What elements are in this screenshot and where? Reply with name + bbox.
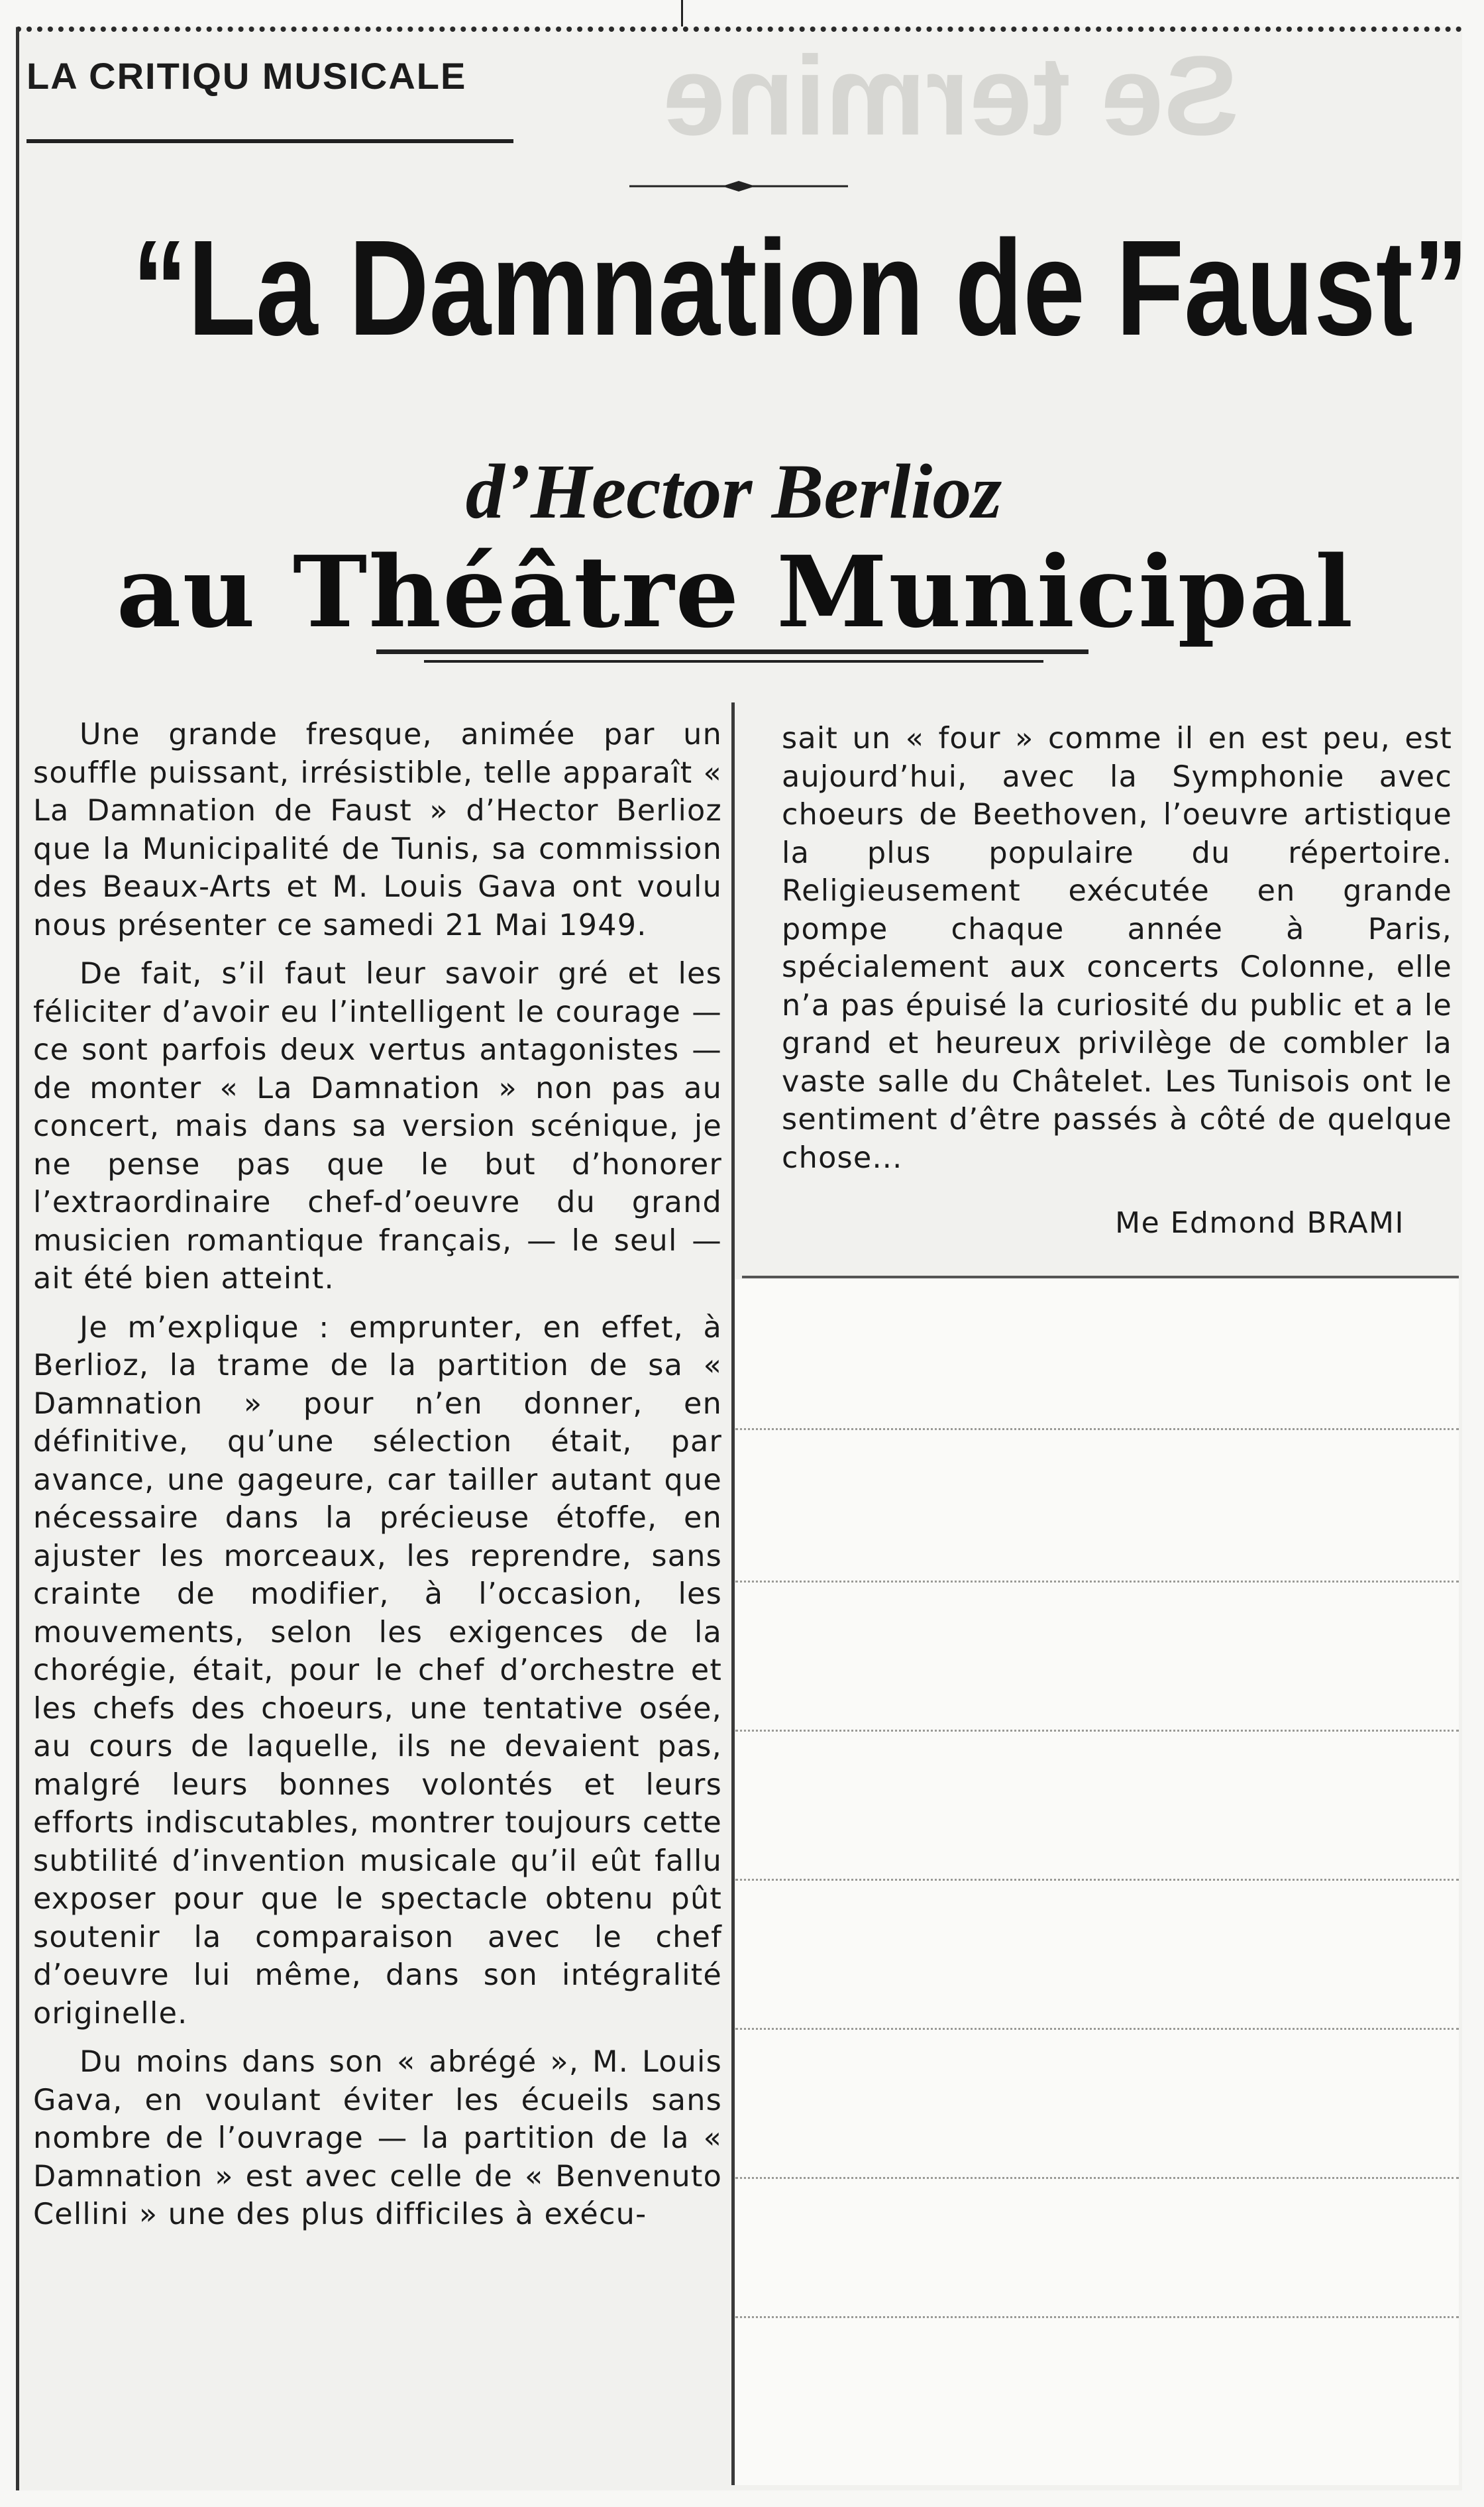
headline-author: d’Hector Berlioz — [465, 448, 1002, 535]
dotted-guide-line — [735, 2177, 1459, 2179]
empty-page-area — [735, 1279, 1459, 2485]
paragraph: Je m’explique : emprunter, en effet, à Berlioz, la trame de la partition de sa « Damnation » pour n’en donner, en définitive, qu’une sélection était, par avance, une gageure, car tailler autant que nécessaire dans la précieuse étoffe, en ajuster les morceaux, les reprendre, sans crainte de modifier, à l’occasion, les mouvements, selon les exigences de la chorégie, était, pour le chef d’orchestre et les chefs des choeurs, une tentative osée, au cours de laquelle, ils ne devaient pas, malgré leurs bonnes volontés et leurs efforts indiscutables, montrer toujours cette subtilité d’invention musicale qu’il eût fallu exposer pour que le spectacle obtenu pût soutenir la comparaison avec le chef d’oeuvre lui même, dans son intégralité originelle. — [33, 1310, 722, 2031]
column-end-rule — [742, 1276, 1459, 1278]
dotted-guide-line — [735, 1428, 1459, 1430]
paragraph: Du moins dans son « abrégé », M. Louis Gava, en voulant éviter les écueils sans nombre de l’ouvrage — la partition de la « Damnation » est avec celle de « Benvenuto Cellini » une des plus difficiles à exécu- — [33, 2045, 722, 2231]
article-column-left — [33, 716, 722, 2234]
dotted-guide-line — [735, 1730, 1459, 1732]
article-column-right — [782, 720, 1452, 1177]
author-signature: Me Edmond BRAMI — [1115, 1206, 1404, 1240]
headline: “La Damnation de Faust” — [132, 212, 1469, 364]
dotted-guide-line — [735, 2028, 1459, 2030]
ornament-divider — [629, 180, 848, 192]
dotted-guide-line — [735, 2316, 1459, 2318]
bleed-through-text: Se termine — [662, 36, 1239, 156]
paragraph: sait un « four » comme il en est peu, est aujourd’hui, avec la Symphonie avec choeurs de Beethoven, l’oeuvre artistique la plus populaire du répertoire. Religieusement exécutée en grande pompe chaque année à Paris, spécialement aux concerts Colonne, elle n’a pas épuisé la curiosité du public et a le grand et heureux privilège de combler la vaste salle du Châtelet. Les Tunisois ont le sentiment d’être passés à côté de quelque chose... — [782, 722, 1452, 1175]
paragraph: Une grande fresque, animée par un souffle puissant, irrésistible, telle apparaît « La Damnation de Faust » d’Hector Berlioz que la Municipalité de Tunis, sa commission des Beaux-Arts et M. Louis Gava ont voulu nous présenter ce samedi 21 Mai 1949. — [33, 718, 722, 942]
rubric-underline — [26, 139, 513, 143]
section-rubric: LA CRITIQU MUSICALE — [26, 55, 467, 97]
headline-rule-thin — [424, 660, 1043, 663]
column-divider — [731, 702, 735, 2485]
dotted-guide-line — [735, 1581, 1459, 1583]
dotted-guide-line — [735, 1879, 1459, 1881]
headline-rule-thick — [376, 649, 1088, 654]
paragraph: De fait, s’il faut leur savoir gré et les féliciter d’avoir eu l’intelligent le courage — ce sont parfois deux vertus antagonistes — de monter « La Damnation » non pas au concert, mais dans sa version scénique, je ne pense pas que le but d’honorer l’extraordinaire chef-d’oeuvre du grand musicien romantique français, — le seul — ait été bien atteint. — [33, 957, 722, 1296]
page-edge-line — [681, 0, 683, 27]
headline-venue: au Théâtre Municipal — [116, 534, 1355, 649]
